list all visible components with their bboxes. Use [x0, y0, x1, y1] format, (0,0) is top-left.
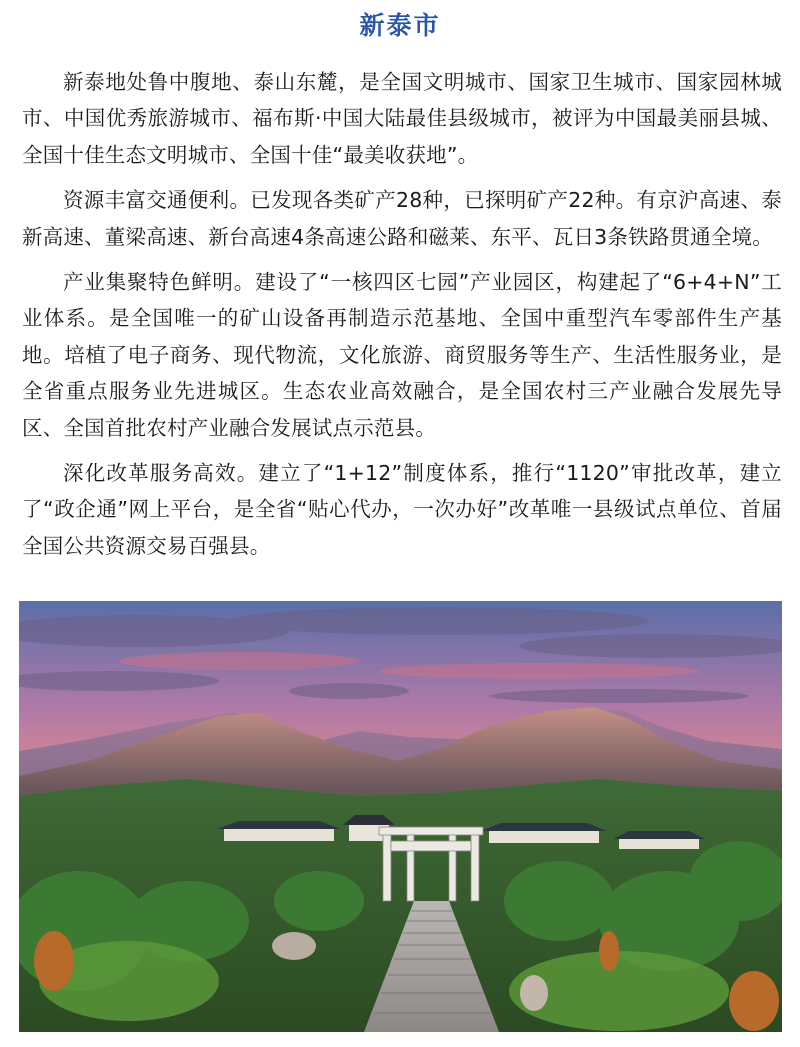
- paragraph-industry: 产业集聚特色鲜明。建设了“一核四区七园”产业园区，构建起了“6+4+N”工业体系。是全国唯一的矿山设备再制造示范基地、全国中重型汽车零部件生产基地。培植了电子商务、现代物流，文化旅游、商贸服务等生产、生活性服务业，是全省重点服务业先进城区。生态农业高效融合，是全国农村三产业融合发展先导区、全国首批农村产业融合发展试点示范县。: [22, 270, 782, 440]
- paragraph-intro: 新泰地处鲁中腹地、泰山东麓，是全国文明城市、国家卫生城市、国家园林城市、中国优秀旅游城市、福布斯·中国大陆最佳县级城市，被评为中国最美丽县城、全国十佳生态文明城市、全国十佳“最美收获地”。: [22, 70, 782, 167]
- landscape-photo: [19, 601, 782, 1032]
- paragraph-resources: 资源丰富交通便利。已发现各类矿产28种，已探明矿产22种。有京沪高速、泰新高速、董梁高速、新台高速4条高速公路和磁莱、东平、瓦日3条铁路贯通全境。: [22, 188, 782, 249]
- page-title: 新泰市: [359, 11, 441, 40]
- paragraph-reform: 深化改革服务高效。建立了“1+12”制度体系，推行“1120”审批改革，建立了“政企通”网上平台，是全省“贴心代办，一次办好”改革唯一县级试点单位、首届全国公共资源交易百强县。: [22, 461, 782, 558]
- article-body: [22, 64, 782, 573]
